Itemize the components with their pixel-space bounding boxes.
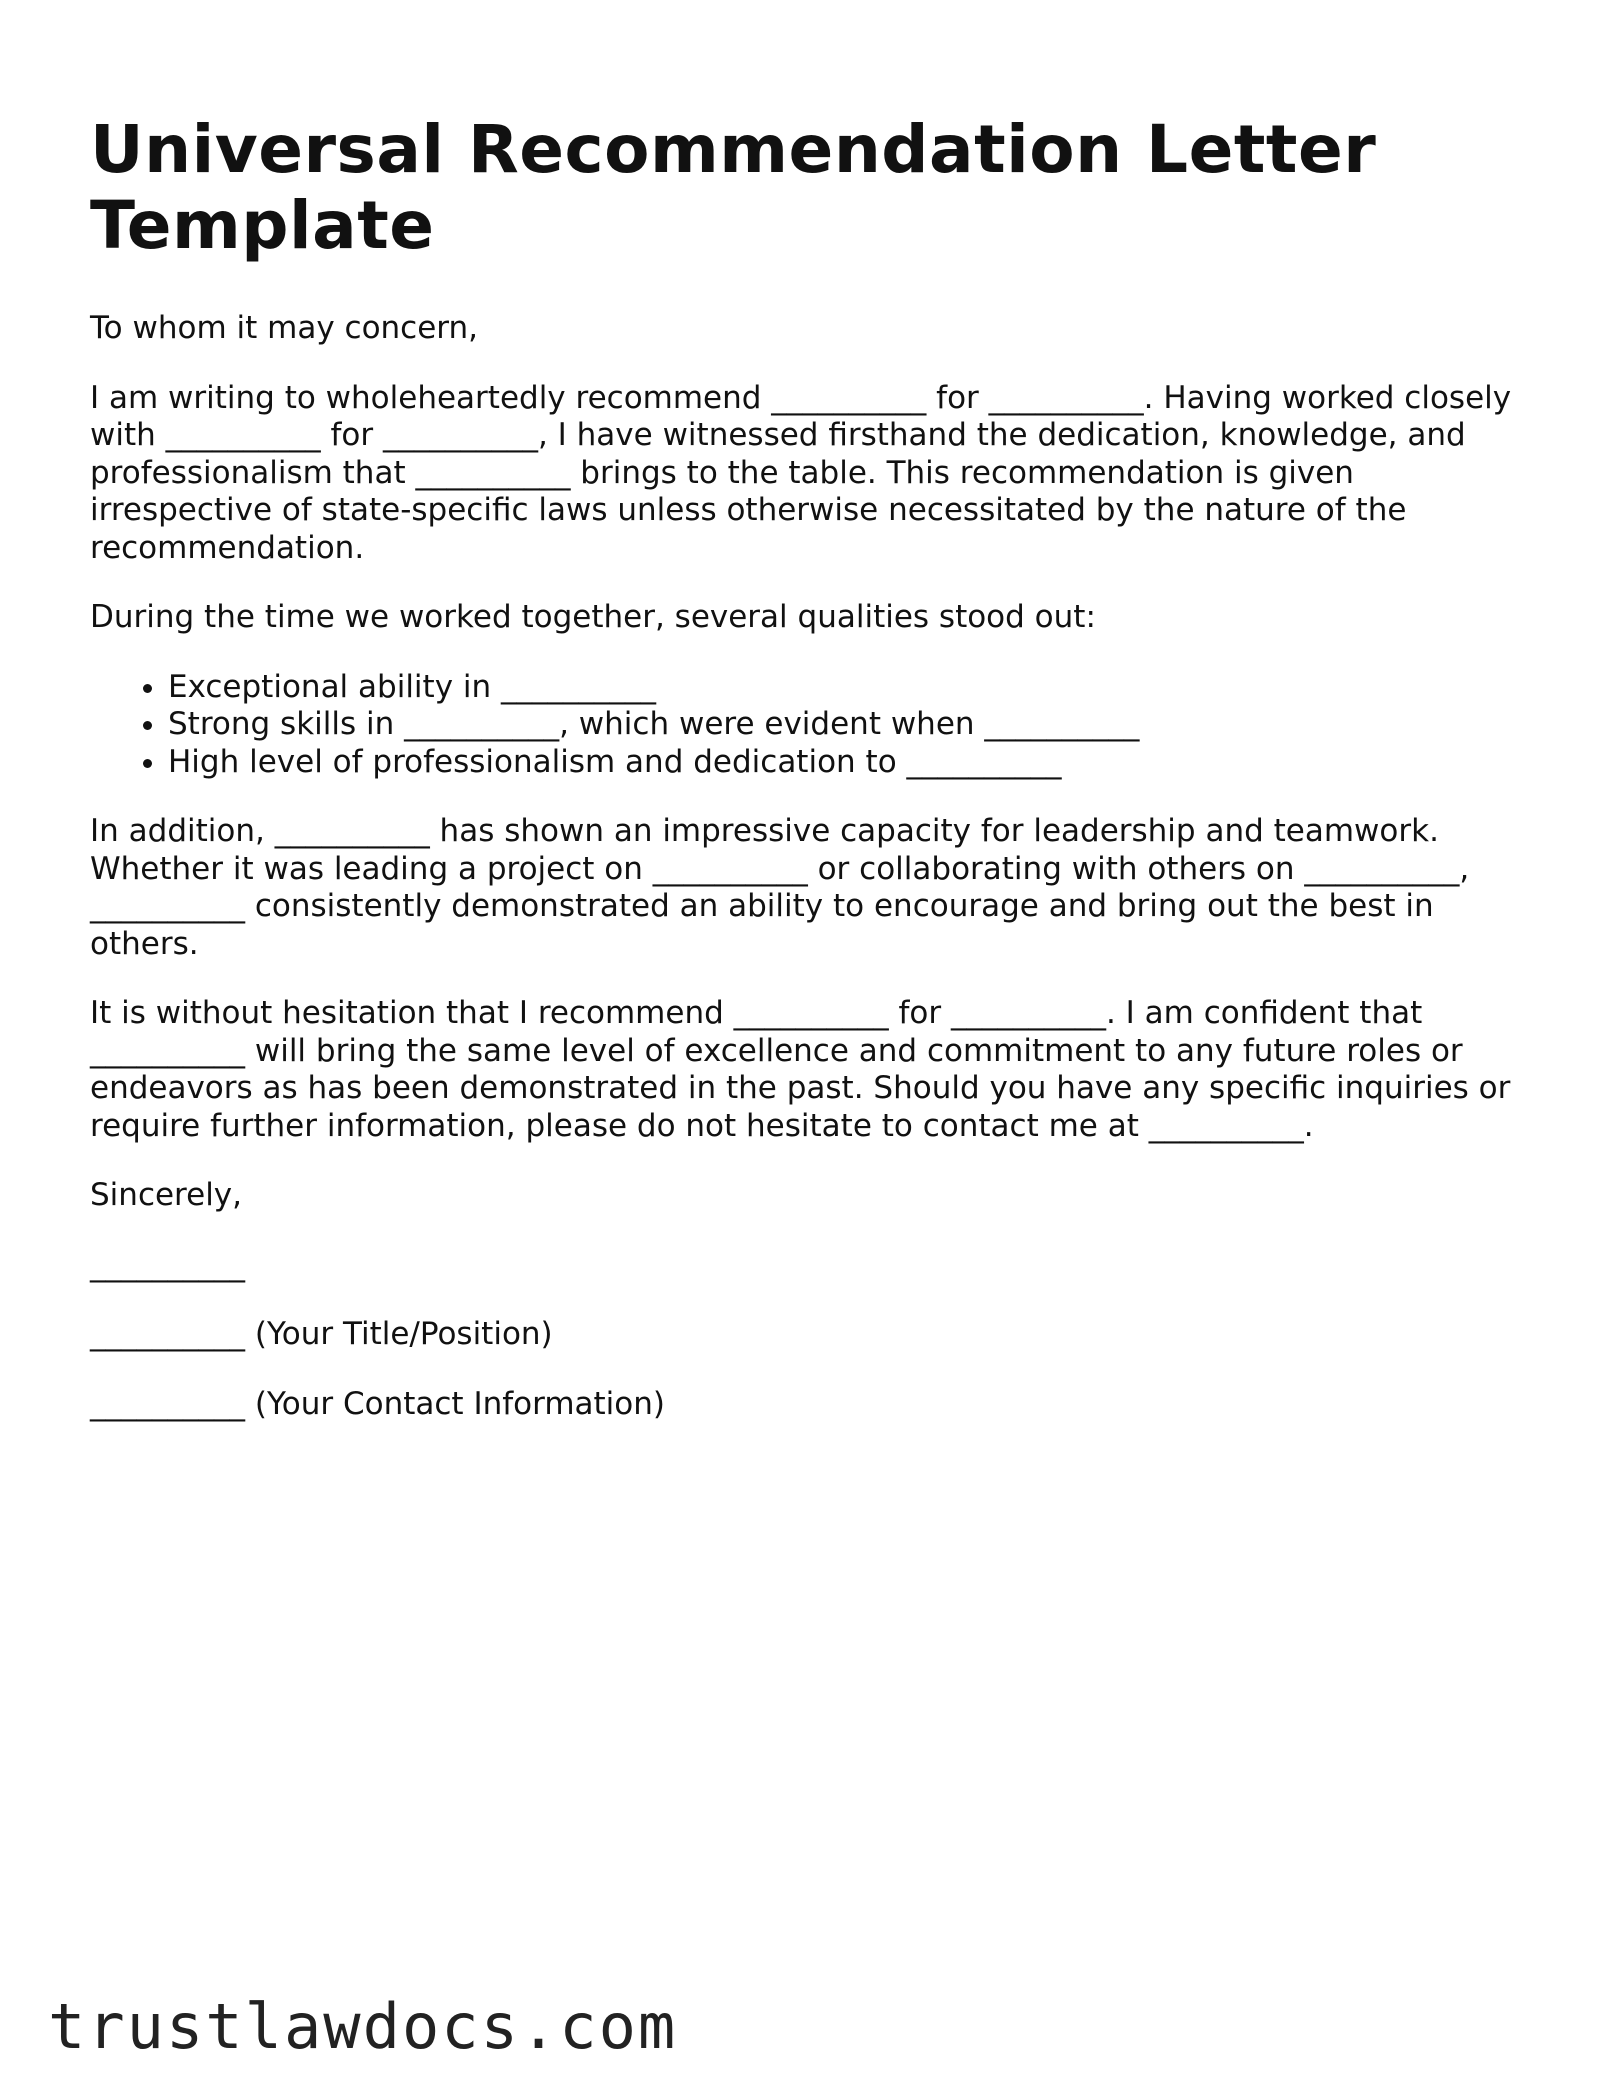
intro-paragraph: I am writing to wholeheartedly recommend __________ for __________. Having worked closely with __________ for __________, I have witnessed firsthand the dedication, knowledge, and professionalism that __________ brings to the table. This recommendation is given irrespective of state-specific laws unless otherwise necessitated by the nature of the recommendation. [90,379,1512,566]
qualities-list [90,669,1540,782]
signature-title-line: __________ (Your Title/Position) [90,1316,553,1352]
qualities-intro: During the time we worked together, several qualities stood out: [90,599,1096,635]
conclusion-paragraph: It is without hesitation that I recommend __________ for __________. I am confident that __________ will bring the same level of excellence and commitment to any future roles or endeavors as has been demonstrated in the past. Should you have any specific inquiries or require further information, please do not hesitate to contact me at __________. [90,995,1511,1144]
signature-name-line: __________ [90,1246,245,1283]
leadership-paragraph: In addition, __________ has shown an impressive capacity for leadership and teamwork. Whether it was leading a project on __________ or collaborating with others on __________, __________ consistently demonstrated an ability to encourage and bring out the best in others. [90,813,1470,962]
signature-contact-line: __________ (Your Contact Information) [90,1385,665,1422]
list-item: • High level of professionalism and dedication to __________ [168,744,1540,782]
document-title: Universal Recommendation Letter Template [90,111,1377,264]
letter-document [90,112,1540,1455]
list-item: • Exceptional ability in __________ [168,669,1540,707]
list-item: • Strong skills in __________, which were evident when __________ [168,706,1540,744]
closing: Sincerely, [90,1177,243,1213]
site-watermark: trustlawdocs.com [48,1990,678,2063]
salutation: To whom it may concern, [90,310,478,346]
